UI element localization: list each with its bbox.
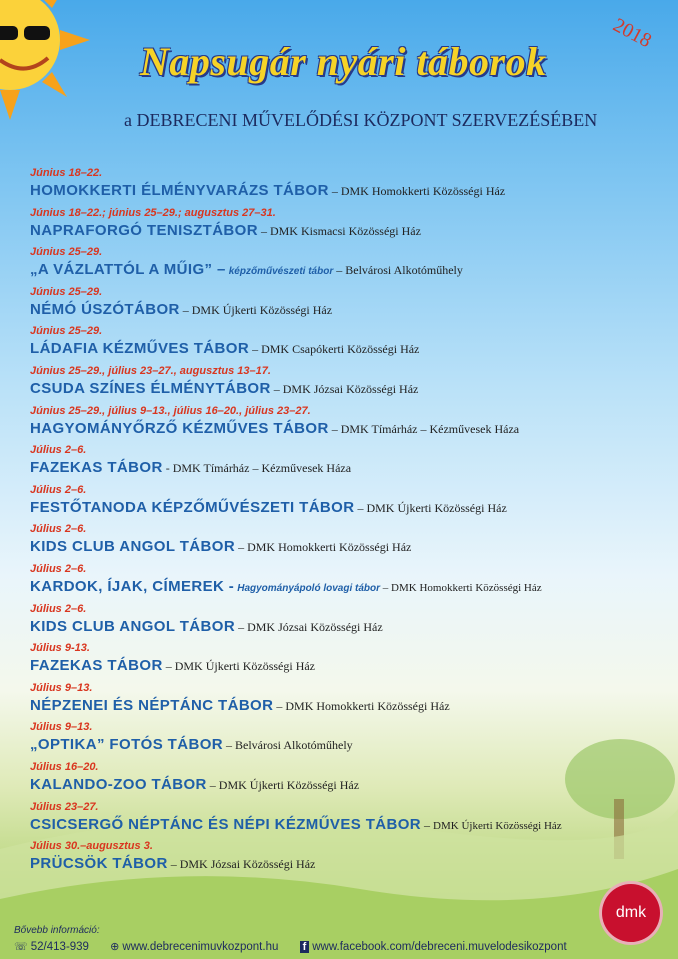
website-item[interactable] xyxy=(110,941,278,953)
event-venue: DMK Homokkerti Közösségi Ház xyxy=(340,184,506,198)
event-name: NÉPZENEI ÉS NÉPTÁNC TÁBOR xyxy=(30,696,274,714)
facebook-icon: f xyxy=(300,941,310,953)
event-name: HOMOKKERTI ÉLMÉNYVARÁZS TÁBOR xyxy=(30,182,329,199)
event-venue: DMK Tímárház – Kézművesek Háza xyxy=(340,421,520,436)
event-venue: DMK Újkerti Közösségi Ház xyxy=(174,659,316,674)
event-item xyxy=(30,603,670,643)
website-link[interactable]: www.debrecenimuvkozpont.hu xyxy=(122,941,279,953)
event-name: HAGYOMÁNYŐRZŐ KÉZMŰVES TÁBOR xyxy=(30,419,329,437)
event-venue: DMK Újkerti Közösségi Ház xyxy=(433,819,562,832)
event-date: Június 25–29. xyxy=(30,325,103,338)
event-date: Július 2–6. xyxy=(30,523,87,536)
event-date: Július 9–13. xyxy=(30,721,93,734)
event-separator: – xyxy=(162,659,175,674)
event-name: KIDS CLUB ANGOL TÁBOR xyxy=(30,538,236,556)
info-footer xyxy=(14,925,100,938)
event-item xyxy=(30,761,670,801)
event-venue: – DMK Homokkerti Közösségi Ház xyxy=(380,581,542,594)
event-item xyxy=(30,484,670,524)
event-venue: DMK Józsai Közösségi Ház xyxy=(282,381,419,396)
event-date: Július 2–6. xyxy=(30,483,87,496)
event-venue: DMK Józsai Közösségi Ház xyxy=(179,857,316,872)
event-venue: DMK Józsai Közösségi Ház xyxy=(247,619,383,634)
event-item xyxy=(30,365,670,405)
event-venue: DMK Kismacsi Közösségi Ház xyxy=(269,223,421,238)
event-item xyxy=(30,444,670,484)
event-date: Június 18–22. xyxy=(30,167,103,179)
event-item xyxy=(30,721,670,761)
sun-illustration xyxy=(0,0,90,120)
event-item xyxy=(30,840,670,880)
event-separator: – xyxy=(206,777,219,792)
event-venue: DMK Újkerti Közösségi Ház xyxy=(218,777,360,792)
event-date: Június 25–29., július 9–13., július 16–20., július 23–27. xyxy=(30,404,311,417)
event-venue: DMK Homokkerti Közösségi Ház xyxy=(285,698,450,713)
event-item xyxy=(30,167,670,207)
event-date: Július 9-13. xyxy=(30,642,90,655)
event-name: CSICSERGŐ NÉPTÁNC ÉS NÉPI KÉZMŰVES TÁBOR xyxy=(30,815,422,833)
year-label: 2018 xyxy=(609,13,656,53)
event-date: Július 30.–augusztus 3. xyxy=(30,840,153,853)
event-separator: – xyxy=(328,184,341,198)
dmk-logo xyxy=(602,884,660,942)
event-date: Június 18–22.; június 25–29.; augusztus 27–31. xyxy=(30,206,276,219)
event-separator: - xyxy=(162,461,173,476)
event-name: PRÜCSÖK TÁBOR xyxy=(30,855,168,873)
event-separator: – xyxy=(273,698,286,713)
event-venue: Belvárosi Alkotóműhely xyxy=(235,738,353,753)
event-separator: – xyxy=(421,817,434,832)
event-item xyxy=(30,405,670,445)
globe-icon: ⊕ xyxy=(110,941,120,953)
facebook-item[interactable] xyxy=(300,941,567,953)
event-name: „OPTIKA” FOTÓS TÁBOR xyxy=(30,736,223,754)
event-item xyxy=(30,286,670,326)
phone-item xyxy=(14,941,89,953)
event-item xyxy=(30,246,670,286)
event-date: Június 25–29., július 23–27., augusztus 13–17. xyxy=(30,364,271,377)
event-venue: – Belvárosi Alkotóműhely xyxy=(333,263,463,278)
facebook-link[interactable]: www.facebook.com/debreceni.muvelodesikozpont xyxy=(312,941,567,953)
event-venue: DMK Tímárház – Kézművesek Háza xyxy=(172,461,352,476)
event-date: Július 23–27. xyxy=(30,800,99,813)
event-item xyxy=(30,801,670,841)
event-name: NÉMÓ ÚSZÓTÁBOR xyxy=(30,300,180,318)
event-name: „A VÁZLATTÓL A MŰIG” – xyxy=(30,261,226,279)
info-label: Bővebb információ: xyxy=(14,925,100,936)
event-date: Július 2–6. xyxy=(30,444,87,457)
event-separator: – xyxy=(179,302,192,317)
event-name: FAZEKAS TÁBOR xyxy=(30,459,163,477)
event-separator: – xyxy=(235,540,248,555)
contact-row xyxy=(14,940,585,953)
event-name: KALANDO-ZOO TÁBOR xyxy=(30,775,207,793)
event-venue: DMK Újkerti Közösségi Ház xyxy=(366,500,507,515)
event-item xyxy=(30,523,670,563)
event-separator: – xyxy=(223,738,235,753)
event-separator: – xyxy=(328,421,341,436)
page-title: Napsugár nyári táborok xyxy=(140,39,547,84)
event-name: FAZEKAS TÁBOR xyxy=(30,657,163,675)
event-date: Június 25–29. xyxy=(30,246,103,259)
event-name: NAPRAFORGÓ TENISZTÁBOR xyxy=(30,221,258,239)
event-separator: – xyxy=(249,342,262,357)
event-separator: – xyxy=(354,500,367,515)
event-date: Július 16–20. xyxy=(30,760,99,773)
event-separator: – xyxy=(235,619,248,634)
page-subtitle: a DEBRECENI MŰVELŐDÉSI KÖZPONT SZERVEZÉSÉBEN xyxy=(124,110,598,130)
event-name: KARDOK, ÍJAK, CÍMEREK - xyxy=(30,577,235,595)
phone-number: 52/413-939 xyxy=(30,941,89,953)
event-date: Június 25–29. xyxy=(30,285,103,298)
logo-text: dmk xyxy=(615,904,647,921)
event-separator: – xyxy=(167,857,180,872)
event-separator: – xyxy=(270,381,283,396)
event-list xyxy=(30,167,670,880)
event-subtitle: képzőművészeti tábor xyxy=(228,266,334,278)
event-venue: DMK Homokkerti Közösségi Ház xyxy=(247,540,412,555)
event-name: LÁDAFIA KÉZMŰVES TÁBOR xyxy=(30,340,250,358)
event-name: KIDS CLUB ANGOL TÁBOR xyxy=(30,617,236,635)
event-name: FESTŐTANODA KÉPZŐMŰVÉSZETI TÁBOR xyxy=(30,498,355,516)
event-venue: DMK Újkerti Közösségi Ház xyxy=(191,302,333,317)
event-item xyxy=(30,563,670,603)
phone-icon: ☏ xyxy=(14,941,28,953)
event-name: CSUDA SZÍNES ÉLMÉNYTÁBOR xyxy=(30,379,271,397)
event-separator: – xyxy=(257,223,270,238)
event-subtitle: Hagyományápoló lovagi tábor xyxy=(237,582,381,594)
event-date: Július 2–6. xyxy=(30,562,87,575)
event-date: Július 9–13. xyxy=(30,681,93,694)
event-item xyxy=(30,682,670,722)
event-item xyxy=(30,325,670,365)
event-venue: DMK Csapókerti Közösségi Ház xyxy=(261,342,420,357)
event-date: Július 2–6. xyxy=(30,602,87,615)
event-item xyxy=(30,642,670,682)
event-item xyxy=(30,207,670,247)
